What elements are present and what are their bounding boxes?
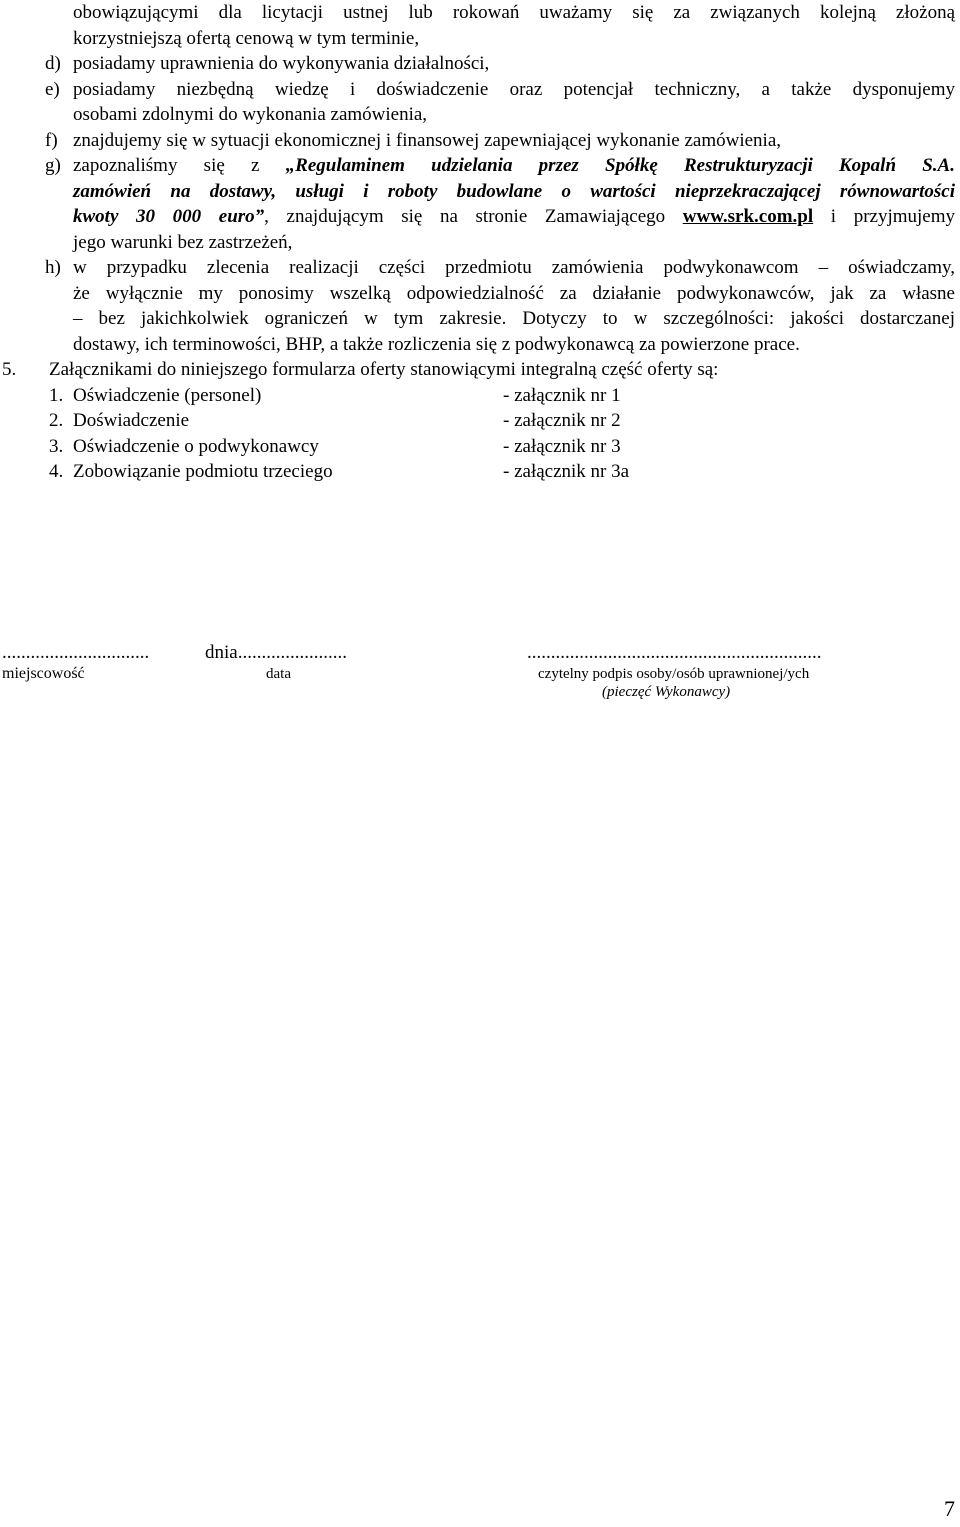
attachment-number: 1. bbox=[49, 384, 64, 406]
regulation-title: „Regulaminem udzielania przez Spółkę Restrukturyzacji Kopalń S.A. bbox=[285, 155, 955, 176]
attachment-title: Doświadczenie bbox=[73, 410, 190, 431]
text-line: – bez jakichkolwiek ograniczeń w tym zakresie. Dotyczy to w szczególności: jakości dostarczanej bbox=[73, 308, 955, 329]
list-item-g-line2 bbox=[73, 179, 955, 205]
list-marker: f) bbox=[45, 129, 58, 151]
website-link[interactable]: www.srk.com.pl bbox=[682, 206, 814, 227]
list-item-h-line1 bbox=[73, 255, 955, 281]
date-dots: dnia....................... bbox=[205, 642, 347, 663]
text-line: znajdujemy się w sytuacji ekonomicznej i finansowej zapewniającej wykonanie zamówienia, bbox=[73, 129, 782, 151]
attachment-number: 4. bbox=[49, 461, 64, 482]
date-label: data bbox=[266, 666, 291, 682]
attachment-title: Zobowiązanie podmiotu trzeciego bbox=[73, 461, 333, 482]
list-item-h-line4 bbox=[73, 332, 955, 358]
list-item-f bbox=[73, 128, 955, 154]
text-line: obowiązującymi dla licytacji ustnej lub rokowań uważamy się za związanych kolejną złożoną bbox=[73, 2, 955, 23]
list-item-h-line3 bbox=[73, 306, 955, 332]
place-dots: ............................... bbox=[2, 642, 150, 663]
stamp-label: (pieczęć Wykonawcy) bbox=[602, 684, 731, 700]
text-run: i przyjmujemy bbox=[813, 206, 955, 227]
continuation-paragraph-end bbox=[73, 26, 955, 52]
list-item-e-end bbox=[73, 102, 955, 128]
place-label: miejscowość bbox=[2, 665, 85, 682]
text-line: jego warunki bez zastrzeżeń, bbox=[73, 231, 293, 253]
list-item-g-line3 bbox=[73, 204, 955, 230]
attachment-ref: - załącznik nr 1 bbox=[503, 384, 621, 406]
attachment-title: Oświadczenie o podwykonawcy bbox=[73, 435, 319, 457]
text-line: posiadamy niezbędną wiedzę i doświadczenie oraz potencjał techniczny, a także dysponujemy bbox=[73, 78, 955, 100]
text-line: osobami zdolnymi do wykonania zamówienia, bbox=[73, 104, 428, 125]
text-line: w przypadku zlecenia realizacji części przedmiotu zamówienia podwykonawcom – oświadczamy, bbox=[73, 257, 955, 278]
signature-label: czytelny podpis osoby/osób uprawnionej/ych bbox=[538, 666, 810, 682]
list-marker: g) bbox=[45, 155, 61, 176]
list-marker: d) bbox=[45, 53, 61, 74]
text-run: zapoznaliśmy się z bbox=[73, 155, 286, 176]
regulation-title-end: kwoty 30 000 euro” bbox=[73, 206, 265, 227]
text-line: Załącznikami do niniejszego formularza oferty stanowiącymi integralną część oferty są: bbox=[49, 359, 719, 380]
continuation-paragraph bbox=[73, 0, 955, 26]
attachment-ref: - załącznik nr 3a bbox=[503, 461, 630, 482]
section-5-text bbox=[49, 357, 949, 383]
regulation-title-cont: zamówień na dostawy, usługi i roboty budowlane o wartości nieprzekraczającej równowartości bbox=[73, 180, 955, 202]
text-line: że wyłącznie my ponosimy wszelką odpowiedzialność za działanie podwykonawców, jak za własne bbox=[73, 282, 955, 304]
list-marker: h) bbox=[45, 257, 61, 278]
attachment-ref: - załącznik nr 3 bbox=[503, 435, 621, 457]
list-item-g-line4 bbox=[73, 230, 955, 256]
attachment-ref: - załącznik nr 2 bbox=[503, 410, 621, 431]
text-run: , znajdującym się na stronie Zamawiającego bbox=[264, 206, 683, 227]
text-line: posiadamy uprawnienia do wykonywania działalności, bbox=[73, 53, 490, 74]
page-number: 7 bbox=[944, 1496, 955, 1521]
attachment-number: 2. bbox=[49, 410, 64, 431]
section-number: 5. bbox=[2, 359, 17, 380]
text-line: dostawy, ich terminowości, BHP, a także rozliczenia się z podwykonawcą za powierzone prace. bbox=[73, 333, 800, 355]
attachment-number: 3. bbox=[49, 435, 64, 457]
attachment-title: Oświadczenie (personel) bbox=[73, 384, 262, 406]
list-item-h-line2 bbox=[73, 281, 955, 307]
text-line: korzystniejszą ofertą cenową w tym terminie, bbox=[73, 27, 420, 49]
list-item-g-line1 bbox=[73, 153, 955, 179]
list-marker: e) bbox=[45, 78, 60, 100]
list-item-e bbox=[73, 77, 955, 103]
list-item-d bbox=[73, 51, 955, 77]
signature-dots: .............................................................. bbox=[527, 642, 822, 663]
